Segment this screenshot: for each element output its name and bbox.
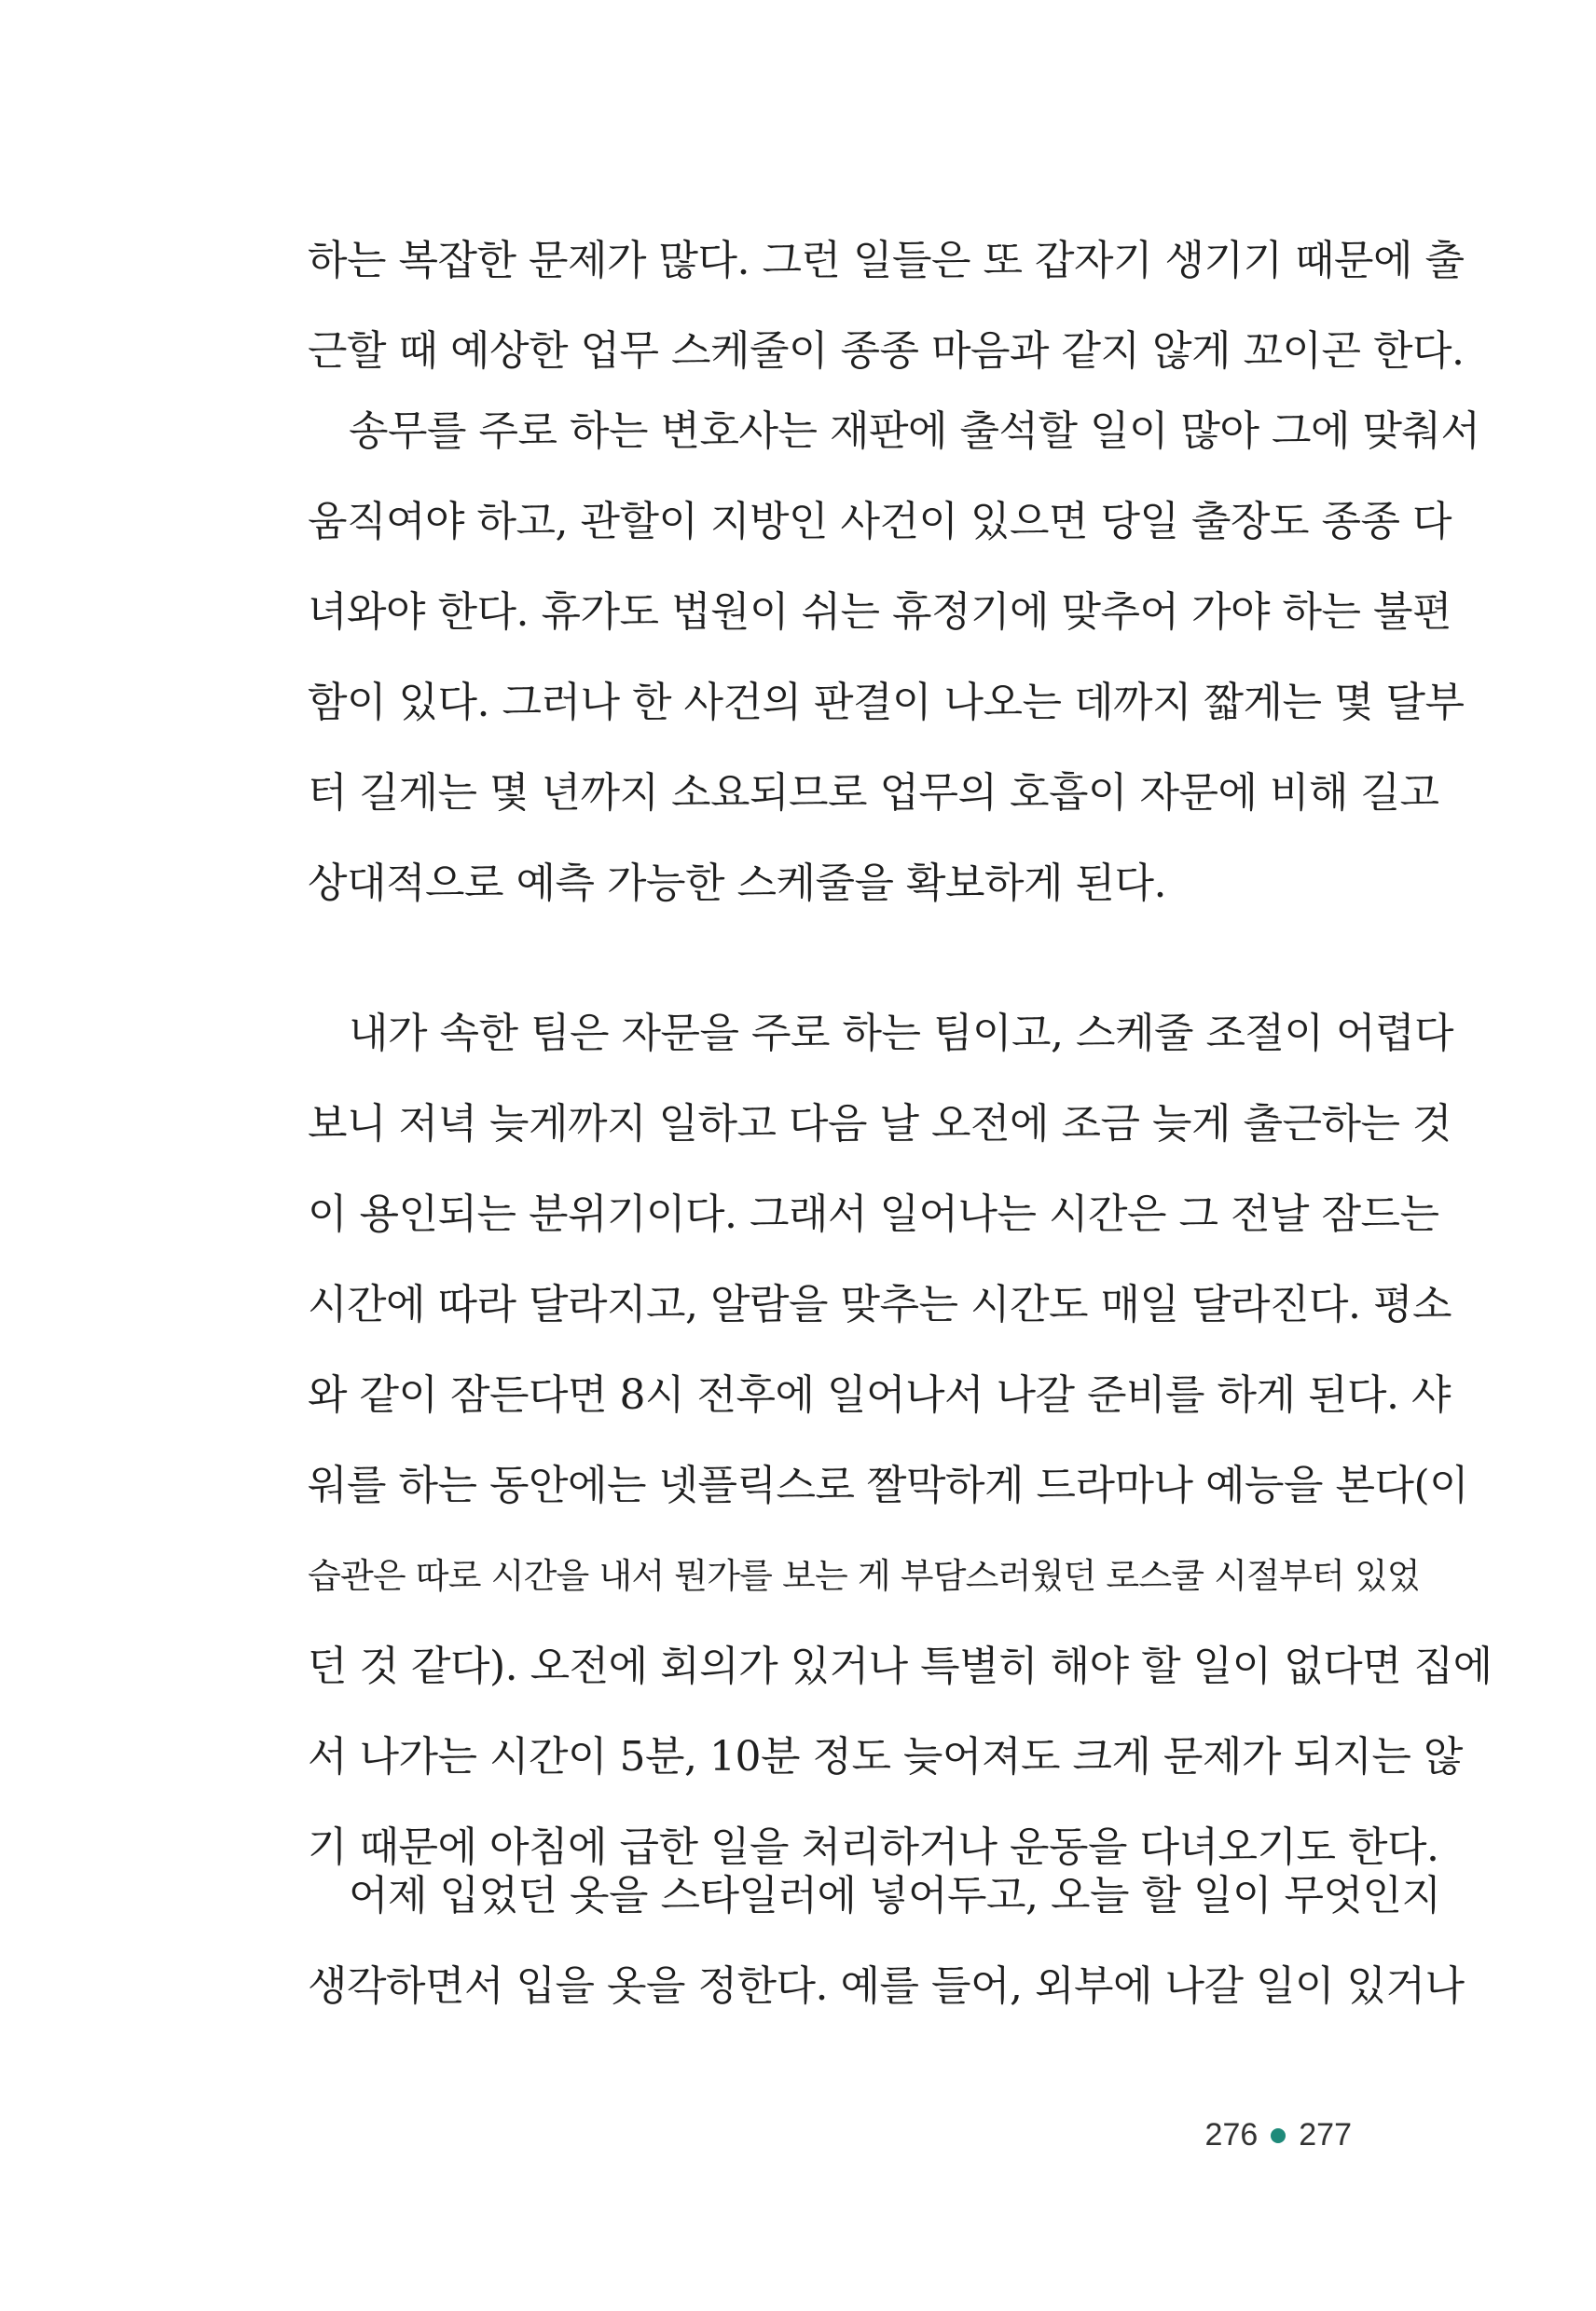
text-line: 기 때문에 아침에 급한 일을 처리하거나 운동을 다녀오기도 한다. (308, 1823, 1439, 1871)
text-line: 하는 복잡한 문제가 많다. 그런 일들은 또 갑자기 생기기 때문에 출 (308, 237, 1465, 284)
text-line: 움직여야 하고, 관할이 지방인 사건이 있으면 당일 출장도 종종 다 (308, 498, 1452, 545)
text-line: 내가 속한 팀은 자문을 주로 하는 팀이고, 스케줄 조절이 어렵다 (349, 1010, 1453, 1057)
text-line-aside: 습관은 따로 시간을 내서 뭔가를 보는 게 부담스러웠던 로스쿨 시절부터 있었 (308, 1556, 1420, 1596)
text-line: 와 같이 잠든다면 8시 전후에 일어나서 나갈 준비를 하게 된다. 샤 (308, 1371, 1451, 1419)
text-line: 터 길게는 몇 년까지 소요되므로 업무의 호흡이 자문에 비해 길고 (308, 769, 1439, 817)
page-number-footer (1205, 2117, 1352, 2153)
paragraph-3 (308, 988, 1493, 1892)
text-line: 서 나가는 시간이 5분, 10분 정도 늦어져도 크게 문제가 되지는 않 (308, 1733, 1463, 1781)
paragraph-2 (308, 386, 1480, 929)
paragraph-4 (308, 1850, 1465, 2031)
text-line: 상대적으로 예측 가능한 스케줄을 확보하게 된다. (308, 860, 1166, 907)
text-line: 보니 저녁 늦게까지 일하고 다음 날 오전에 조금 늦게 출근하는 것 (308, 1100, 1452, 1148)
text-line: 녀와야 한다. 휴가도 법원이 쉬는 휴정기에 맞추어 가야 하는 불편 (308, 588, 1452, 636)
left-page-number: 276 (1204, 2117, 1259, 2153)
text-line: 근할 때 예상한 업무 스케줄이 종종 마음과 같지 않게 꼬이곤 한다. (308, 327, 1465, 375)
text-line: 어제 입었던 옷을 스타일러에 넣어두고, 오늘 할 일이 무엇인지 (349, 1872, 1441, 1919)
text-line: 워를 하는 동안에는 넷플릭스로 짤막하게 드라마나 예능을 본다(이 (308, 1462, 1469, 1509)
right-page-number: 277 (1299, 2117, 1352, 2153)
paragraph-1 (308, 215, 1465, 396)
text-line: 시간에 따라 달라지고, 알람을 맞추는 시간도 매일 달라진다. 평소 (308, 1281, 1452, 1328)
text-line: 함이 있다. 그러나 한 사건의 판결이 나오는 데까지 짧게는 몇 달부 (308, 679, 1465, 726)
text-line: 송무를 주로 하는 변호사는 재판에 출석할 일이 많아 그에 맞춰서 (349, 407, 1480, 455)
text-line: 생각하면서 입을 옷을 정한다. 예를 들어, 외부에 나갈 일이 있거나 (308, 1962, 1465, 2010)
text-line: 던 것 같다). 오전에 회의가 있거나 특별히 해야 할 일이 없다면 집에 (308, 1643, 1493, 1690)
separator-dot-icon (1271, 2128, 1286, 2143)
text-line: 이 용인되는 분위기이다. 그래서 일어나는 시간은 그 전날 잠드는 (308, 1190, 1439, 1238)
